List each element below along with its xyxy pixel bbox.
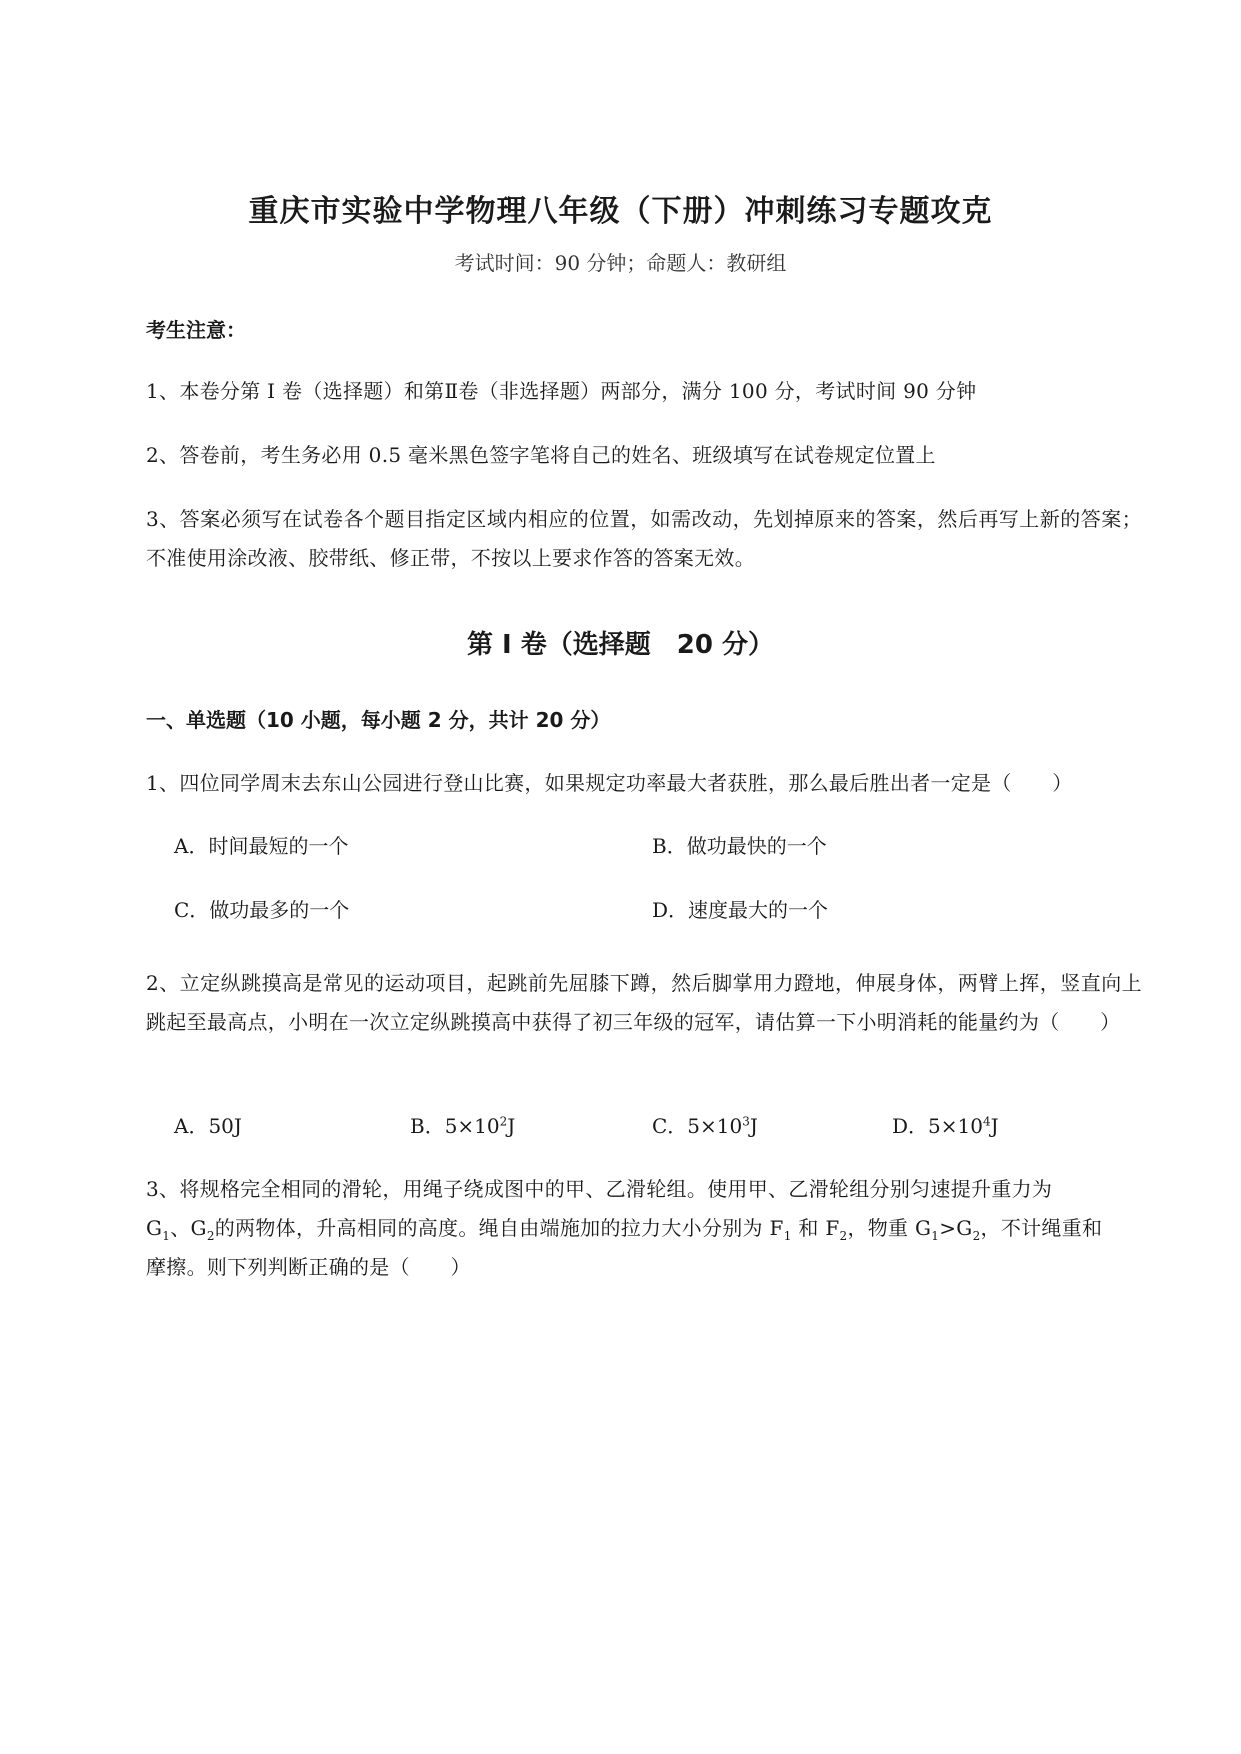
notice-item-2: 2、答卷前，考生务必用 0.5 毫米黑色签字笔将自己的姓名、班级填写在试卷规定位置上 xyxy=(146,443,936,467)
notice-item-1: 1、本卷分第 I 卷（选择题）和第Ⅱ卷（非选择题）两部分，满分 100 分，考试时间 90 分钟 xyxy=(146,379,977,403)
part-heading: 一、单选题（10 小题，每小题 2 分，共计 20 分） xyxy=(146,708,611,732)
question-1-option-d: D．速度最大的一个 xyxy=(652,898,829,922)
question-1-option-b: B．做功最快的一个 xyxy=(652,834,827,858)
question-3-stem-line-1: 3、将规格完全相同的滑轮，用绳子绕成图中的甲、乙滑轮组。使用甲、乙滑轮组分别匀速提升重力为 xyxy=(146,1177,1053,1201)
question-2-option-a: A．50J xyxy=(174,1114,242,1138)
question-3-stem-line-3: 摩擦。则下列判断正确的是（ ） xyxy=(146,1255,471,1279)
notice-item-3: 3、答案必须写在试卷各个题目指定区域内相应的位置，如需改动，先划掉原来的答案，然后再写上新的答案；不准使用涂改液、胶带纸、修正带，不按以上要求作答的答案无效。 xyxy=(146,507,1142,570)
notice-heading: 考生注意： xyxy=(146,318,246,342)
question-2-option-c: C．$5\times 10^3J$ xyxy=(652,1114,758,1138)
question-1-option-a: A．时间最短的一个 xyxy=(174,834,349,858)
question-2-option-b: B．$5\times 10^2J$ xyxy=(410,1114,516,1138)
section-title: 第 I 卷（选择题 20 分） xyxy=(466,630,774,660)
exam-info: 考试时间：90 分钟；命题人：教研组 xyxy=(454,251,787,275)
question-2-stem: 2、立定纵跳摸高是常见的运动项目，起跳前先屈膝下蹲，然后脚掌用力蹬地，伸展身体，两臂上挥，竖直向上跳起至最高点，小明在一次立定纵跳摸高中获得了初三年级的冠军，请估算一下小明消耗的能量约为（ ） xyxy=(146,971,1142,1034)
question-1-stem: 1、四位同学周末去东山公园进行登山比赛，如果规定功率最大者获胜，那么最后胜出者一定是（ ） xyxy=(146,771,1073,795)
question-2-option-d: D．$5\times 10^4J$ xyxy=(892,1114,999,1138)
question-1-option-c: C．做功最多的一个 xyxy=(174,898,350,922)
question-3-stem-line-2: $G_1$、$G_2$的两物体，升高相同的高度。绳自由端施加的拉力大小分别为 $F_1$ 和 $F_2$，物重 $G_1>G_2$，不计绳重和 xyxy=(146,1216,1103,1243)
page-title: 重庆市实验中学物理八年级（下册）冲刺练习专题攻克 xyxy=(248,194,993,229)
